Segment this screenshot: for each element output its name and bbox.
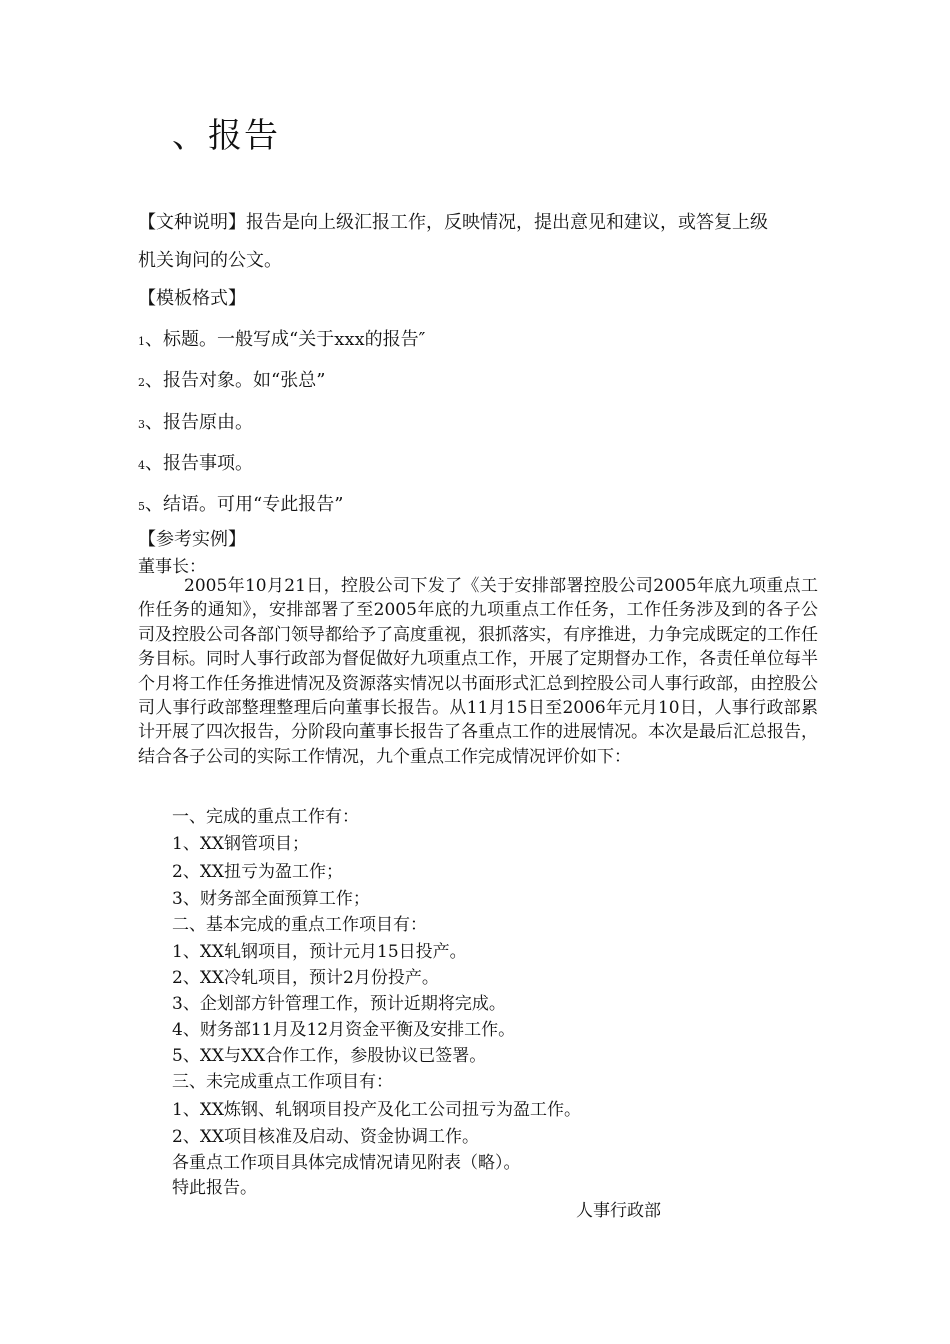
item-number: 2 <box>138 376 145 389</box>
list-line: 各重点工作项目具体完成情况请见附表（略）。 <box>172 1153 521 1173</box>
list-line: 4、财务部11月及12月资金平衡及安排工作。 <box>172 1020 516 1040</box>
item-number: 3 <box>138 418 145 431</box>
page-title: 、报告 <box>172 116 280 156</box>
template-item-4 <box>138 449 253 475</box>
item-number: 4 <box>138 459 145 472</box>
template-item-3 <box>138 408 253 434</box>
list-line: 三、未完成重点工作项目有： <box>172 1072 393 1092</box>
item-text: 、标题。一般写成“关于xxx的报告″ <box>145 329 426 350</box>
signature: 人事行政部 <box>576 1201 661 1221</box>
item-text: 、报告对象。如“张总” <box>145 370 326 391</box>
item-number: 1 <box>138 335 145 348</box>
example-heading: 【参考实例】 <box>138 529 246 550</box>
body-paragraph: 2005年10月21日，控股公司下发了《关于安排部署控股公司2005年底九项重点工作任务的通知》，安排部署了至2005年底的九项重点工作任务，工作任务涉及到的各子公司及控股公司各部门领导都给予了高度重视，狠抓落实，有序推进，力争完成既定的工作任务目标。同时人事行政部为督促做好九项重点工作，开展了定期督办工作，各责任单位每半个月将工作任务推进情况及资源落实情况以书面形式汇总到控股公司人事行政部，由控股公司人事行政部整理整理后向董事长报告。从11月15日至2006年元月10日，人事行政部累计开展了四次报告，分阶段向董事长报告了各重点工作的进展情况。本次是最后汇总报告，结合各子公司的实际工作情况，九个重点工作完成情况评价如下： <box>138 576 818 767</box>
list-line: 2、XX项目核准及启动、资金协调工作。 <box>172 1127 480 1147</box>
template-item-5 <box>138 490 343 516</box>
salutation: 董事长： <box>138 557 206 577</box>
template-item-1 <box>138 325 425 351</box>
list-line: 1、XX钢管项目； <box>172 834 310 854</box>
list-line: 二、基本完成的重点工作项目有： <box>172 915 427 935</box>
item-text: 、报告事项。 <box>145 453 253 474</box>
item-text: 、报告原由。 <box>145 412 253 433</box>
item-text: 、结语。可用“专此报告” <box>145 494 344 515</box>
template-heading: 【模板格式】 <box>138 288 246 309</box>
list-line: 5、XX与XX合作工作，参股协议已签署。 <box>172 1046 487 1066</box>
list-line: 特此报告。 <box>172 1178 257 1198</box>
doc-description-line-2: 机关询问的公文。 <box>138 250 282 271</box>
item-number: 5 <box>138 500 145 513</box>
list-line: 一、完成的重点工作有： <box>172 807 359 827</box>
list-line: 1、XX轧钢项目，预计元月15日投产。 <box>172 942 467 962</box>
list-line: 2、XX冷轧项目，预计2月份投产。 <box>172 968 439 988</box>
list-line: 3、财务部全面预算工作； <box>172 889 370 909</box>
list-line: 3、企划部方针管理工作，预计近期将完成。 <box>172 994 506 1014</box>
list-line: 2、XX扭亏为盈工作； <box>172 862 344 882</box>
list-line: 1、XX炼钢、轧钢项目投产及化工公司扭亏为盈工作。 <box>172 1100 582 1120</box>
doc-description-line-1: 【文种说明】报告是向上级汇报工作，反映情况，提出意见和建议，或答复上级 <box>138 212 768 233</box>
template-item-2 <box>138 366 325 392</box>
